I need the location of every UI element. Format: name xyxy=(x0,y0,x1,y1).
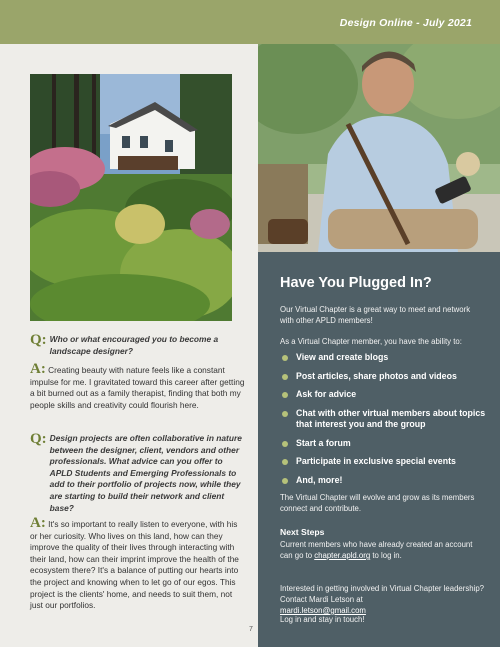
bullet-icon xyxy=(282,392,288,398)
q-letter: Q: xyxy=(30,332,47,348)
question-2-text: Design projects are often collaborative in nature between the designer, client, vendors and other professionals. What advice can you offer to APLD Students and Emerging Professionals to add to their portfolio of projects now, while they are starting to build their network and client base? xyxy=(49,433,242,513)
a-letter: A: xyxy=(30,515,46,531)
list-item: And, more! xyxy=(280,475,490,487)
panel-title: Have You Plugged In? xyxy=(280,275,432,291)
panel-intro: Our Virtual Chapter is a great way to meet and network with other APLD members! xyxy=(280,305,471,325)
next-steps-text: Current members who have already created an account can go to chapter.apld.org to log in. xyxy=(280,540,473,560)
question-1 xyxy=(30,334,245,357)
a-letter: A: xyxy=(30,361,46,377)
interview-column xyxy=(0,44,258,647)
list-item: Chat with other virtual members about topics that interest you and the group xyxy=(280,408,490,431)
answer-2-text: It's so important to really listen to everyone, with his or her curiosity. Who lives on this land, how can they improve the quality of their lives through interacting with their land, how can their imprint improve the health of the ecosystem there? It's a balance of putting our hearts into the project and knowing when to let go of our egos. This project is the clients' home, and needs to suit them, not just our portfolios. xyxy=(30,519,239,611)
list-item: Participate in exclusive special events xyxy=(280,456,490,468)
final-line: Log in and stay in touch! xyxy=(280,615,365,624)
page-number: 7 xyxy=(249,626,253,633)
email-link[interactable]: mardi.letson@gmail.com xyxy=(280,606,366,615)
answer-2 xyxy=(30,515,245,612)
page-header xyxy=(0,0,500,44)
answer-1 xyxy=(30,361,245,411)
bullet-icon xyxy=(282,374,288,380)
feature-list xyxy=(280,352,490,493)
chapter-link[interactable]: chapter.apld.org xyxy=(314,551,371,560)
question-1-text: Who or what encouraged you to become a landscape designer? xyxy=(49,334,219,356)
panel-subheading: As a Virtual Chapter member, you have the ability to: xyxy=(280,337,462,346)
leadership-text: Interested in getting involved in Virtual Chapter leadership? Contact Mardi Letson at mardi.letson@gmail.com xyxy=(280,584,485,615)
bullet-icon xyxy=(282,441,288,447)
list-item: View and create blogs xyxy=(280,352,490,364)
list-item: Ask for advice xyxy=(280,389,490,401)
next-steps-heading: Next Steps xyxy=(280,527,325,537)
panel-closing: The Virtual Chapter will evolve and grow as its members connect and contribute. xyxy=(280,493,475,513)
list-item: Start a forum xyxy=(280,438,490,450)
bullet-icon xyxy=(282,478,288,484)
question-2 xyxy=(30,433,245,514)
bullet-icon xyxy=(282,355,288,361)
bullet-icon xyxy=(282,459,288,465)
q-letter: Q: xyxy=(30,431,47,447)
bullet-icon xyxy=(282,411,288,417)
man-with-phone-photo xyxy=(258,44,500,252)
publication-title: Design Online - July 2021 xyxy=(339,17,472,29)
garden-house-photo xyxy=(30,74,232,321)
virtual-chapter-panel xyxy=(258,252,500,647)
answer-1-text: Creating beauty with nature feels like a constant impulse for me. I gravitated toward this career after getting a bit burned out as a family therapist, finding that both my people skills and creativity could flourish here. xyxy=(30,365,245,410)
list-item: Post articles, share photos and videos xyxy=(280,371,490,383)
